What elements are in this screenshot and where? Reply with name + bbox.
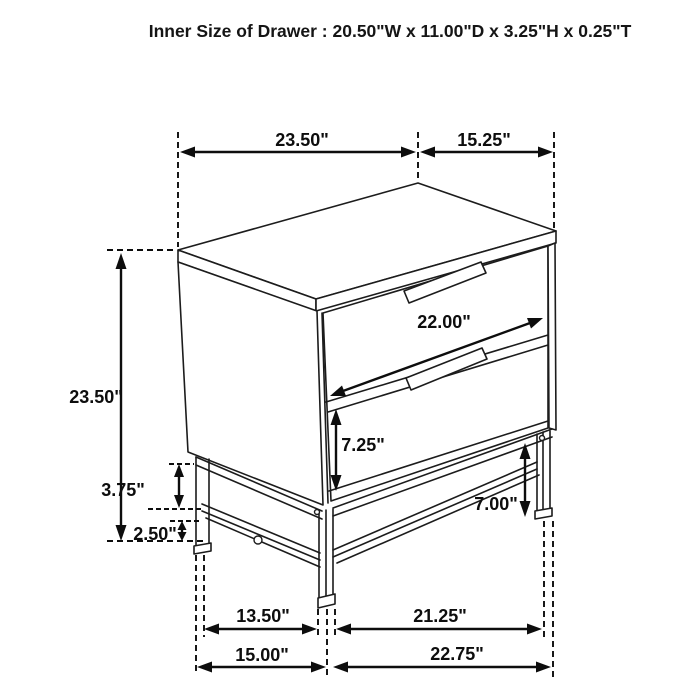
nightstand-line-drawing bbox=[178, 183, 556, 608]
dim-floor-right-label: 22.75" bbox=[430, 644, 484, 664]
dim-floor-left-label: 15.00" bbox=[235, 645, 289, 665]
dim-floor-right bbox=[333, 644, 551, 673]
dim-drawer-height-label: 7.25" bbox=[341, 435, 385, 455]
dim-leg-height-label: 7.00" bbox=[474, 494, 518, 514]
dim-base-right bbox=[336, 606, 542, 635]
dim-frame-upper bbox=[101, 464, 184, 508]
dim-top-width-label: 23.50" bbox=[275, 130, 329, 150]
dim-base-right-label: 21.25" bbox=[413, 606, 467, 626]
dim-top-depth bbox=[420, 130, 553, 158]
screw-hole-left bbox=[254, 536, 262, 544]
front-center-foot bbox=[318, 594, 335, 608]
stretcher-left bbox=[202, 504, 320, 567]
joint-hole-center bbox=[315, 510, 320, 515]
joint-hole-right bbox=[540, 436, 545, 441]
front-left-leg bbox=[194, 457, 211, 554]
dim-frame-upper-label: 3.75" bbox=[101, 480, 145, 500]
page-title: Inner Size of Drawer : 20.50"W x 11.00"D x 3.25"H x 0.25"T bbox=[148, 21, 632, 41]
dim-overall-height-label: 23.50" bbox=[69, 387, 123, 407]
dim-frame-lower-label: 2.50" bbox=[133, 524, 177, 544]
dim-base-left-label: 13.50" bbox=[236, 606, 290, 626]
right-edge-strip bbox=[548, 243, 556, 430]
front-center-leg bbox=[318, 509, 335, 608]
dim-top-width bbox=[180, 130, 416, 158]
dim-top-depth-label: 15.25" bbox=[457, 130, 511, 150]
dim-base-left bbox=[204, 606, 317, 635]
dim-drawer-width-label: 22.00" bbox=[417, 312, 471, 332]
dim-floor-left bbox=[197, 645, 326, 673]
